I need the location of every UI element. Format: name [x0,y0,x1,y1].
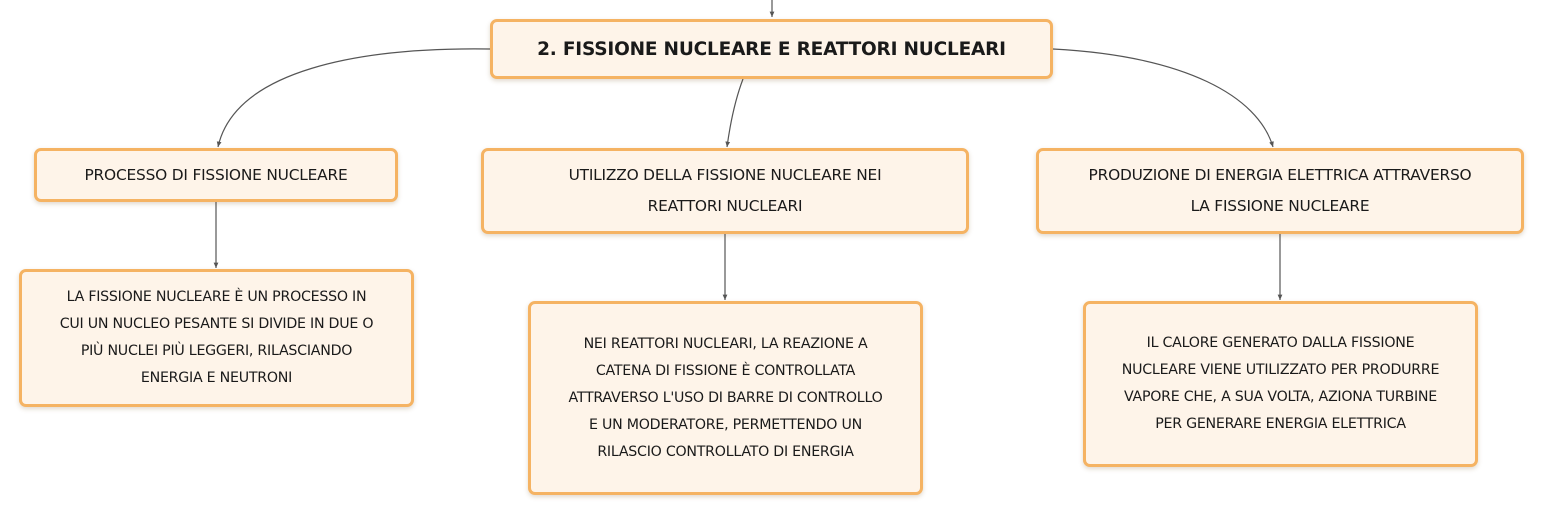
detail-node-text: LA FISSIONE NUCLEARE È UN PROCESSO IN CUI UN NUCLEO PESANTE SI DIVIDE IN DUE O PIÙ NUCLEI PIÙ LEGGERI, RILASCIANDO ENERGIA E NEUTRONI [59,289,374,386]
connector-root-to-topic-3 [1053,49,1273,147]
detail-node-fission-process[interactable] [19,269,414,407]
topic-node-label: PROCESSO DI FISSIONE NUCLEARE [84,165,348,184]
detail-node-electricity-production[interactable] [1083,301,1478,467]
root-node[interactable] [490,19,1053,79]
detail-node-text: NEI REATTORI NUCLEARI, LA REAZIONE A CATENA DI FISSIONE È CONTROLLATA ATTRAVERSO L'USO DI BARRE DI CONTROLLO E UN MODERATORE, PERMETTENDO UN RILASCIO CONTROLLATO DI ENERGIA [568,335,883,460]
topic-node-label: UTILIZZO DELLA FISSIONE NUCLEARE NEI REATTORI NUCLEARI [568,166,882,215]
topic-node-electricity-production[interactable] [1036,148,1524,234]
connector-root-to-topic-1 [218,49,490,147]
connector-root-to-topic-2 [727,79,743,147]
detail-node-reactor-usage[interactable] [528,301,923,495]
topic-node-label: PRODUZIONE DI ENERGIA ELETTRICA ATTRAVERSO LA FISSIONE NUCLEARE [1088,166,1472,215]
topic-node-fission-process[interactable] [34,148,398,202]
root-node-label: 2. FISSIONE NUCLEARE E REATTORI NUCLEARI [537,38,1006,60]
detail-node-text: IL CALORE GENERATO DALLA FISSIONE NUCLEARE VIENE UTILIZZATO PER PRODURRE VAPORE CHE, A SUA VOLTA, AZIONA TURBINE PER GENERARE ENERGIA ELETTRICA [1121,335,1440,432]
topic-node-reactor-usage[interactable] [481,148,969,234]
